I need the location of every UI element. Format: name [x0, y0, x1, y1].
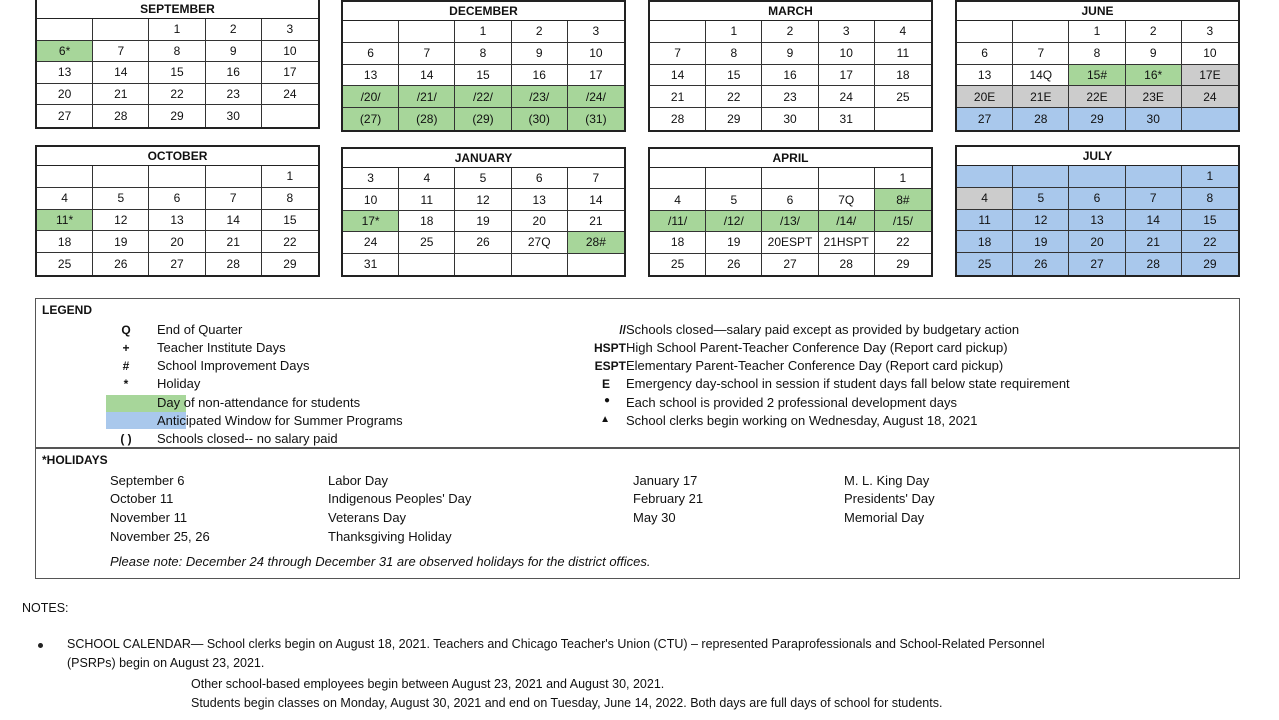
- day-cell: 22: [875, 232, 931, 253]
- holidays-title: *HOLIDAYS: [42, 453, 108, 467]
- day-cell: 6: [512, 168, 568, 189]
- day-cell: 25: [37, 253, 93, 275]
- day-cell: 12: [455, 189, 511, 210]
- holidays-note: Please note: December 24 through December 31 are observed holidays for the district offices.: [110, 554, 651, 569]
- day-cell: 26: [93, 253, 149, 275]
- day-cell: 15: [706, 65, 762, 87]
- day-cell: 28: [1126, 253, 1182, 275]
- day-cell: 10: [262, 41, 318, 63]
- legend-text-end-of-quarter: End of Quarter: [157, 322, 243, 337]
- day-cell: 4: [37, 188, 93, 210]
- day-cell: 3: [819, 21, 875, 43]
- day-cell: 24: [819, 86, 875, 108]
- day-grid: [957, 21, 1238, 130]
- day-cell: 7: [568, 168, 624, 189]
- day-cell: 29: [283, 257, 297, 272]
- day-cell: 7: [1013, 43, 1069, 65]
- day-cell: [93, 19, 149, 41]
- day-cell: 24: [262, 84, 318, 106]
- day-grid: [957, 166, 1238, 275]
- day-cell: /15/: [875, 211, 931, 232]
- day-cell: 29: [149, 105, 205, 127]
- day-cell: 18: [37, 231, 93, 253]
- day-cell: 7: [399, 43, 455, 65]
- day-cell: 4: [875, 21, 931, 43]
- day-cell: 31: [343, 254, 399, 275]
- day-cell: 2: [512, 21, 568, 43]
- day-cell: 6: [149, 188, 205, 210]
- day-cell: [762, 168, 818, 189]
- day-cell: 5: [455, 168, 511, 189]
- day-cell: 30: [1126, 108, 1182, 130]
- day-cell: 4: [399, 168, 455, 189]
- legend-text-closed-salary: Schools closed—salary paid except as provided by budgetary action: [626, 322, 1020, 337]
- legend-text-closed-no-salary: Schools closed-- no salary paid: [157, 431, 338, 446]
- day-cell: /13/: [762, 211, 818, 232]
- day-cell: 9: [1126, 43, 1182, 65]
- day-cell: 17: [262, 62, 318, 84]
- day-cell: 1: [455, 21, 511, 43]
- day-cell: 19: [706, 232, 762, 253]
- day-cell: 1: [875, 168, 931, 189]
- day-cell: 31: [819, 108, 875, 130]
- day-cell: 1: [262, 166, 318, 188]
- legend-text-emergency: Emergency day-school in session if student days fall below state requirement: [626, 376, 1070, 391]
- day-cell: 6: [1069, 188, 1125, 210]
- holiday-name: Memorial Day: [844, 510, 925, 525]
- day-cell: 19: [1013, 231, 1069, 253]
- holiday-name: Indigenous Peoples' Day: [328, 491, 472, 506]
- day-cell: [957, 166, 1013, 188]
- day-cell: /24/: [568, 86, 624, 108]
- holiday-name: Presidents' Day: [844, 491, 935, 506]
- legend-symbol-plus: +: [122, 341, 130, 355]
- day-cell: 21HSPT: [819, 232, 875, 253]
- day-cell: 16*: [1126, 65, 1182, 87]
- day-cell: 27: [762, 254, 818, 275]
- day-cell: 2: [206, 19, 262, 41]
- day-cell: 14: [206, 210, 262, 232]
- notes-line-3: Other school-based employees begin between August 23, 2021 and August 30, 2021.: [191, 677, 665, 691]
- day-cell: 10: [343, 189, 399, 210]
- holiday-date: November 11: [110, 510, 188, 525]
- day-cell: 5: [706, 189, 762, 210]
- notes-title: NOTES:: [22, 601, 69, 615]
- day-cell: 6: [343, 43, 399, 65]
- calendar-june: [955, 0, 1240, 132]
- day-cell: [37, 166, 93, 188]
- day-cell: 28: [650, 108, 706, 130]
- day-cell: 28: [1013, 108, 1069, 130]
- holiday-date: January 17: [633, 473, 698, 488]
- day-cell: 7: [1126, 188, 1182, 210]
- day-cell: /14/: [819, 211, 875, 232]
- day-cell: 13: [149, 210, 205, 232]
- calendar-december: [341, 0, 626, 132]
- day-cell: 27: [37, 105, 93, 127]
- day-cell: 28: [206, 253, 262, 275]
- legend-text-non-attendance: Day of non-attendance for students: [157, 395, 361, 410]
- day-cell: [399, 21, 455, 43]
- day-cell: 29: [1182, 253, 1238, 275]
- calendar-march: [648, 0, 933, 132]
- day-cell: 16: [206, 62, 262, 84]
- day-cell: 25: [875, 86, 931, 108]
- legend-text-institute: Teacher Institute Days: [157, 340, 286, 355]
- day-cell: 10: [1182, 43, 1238, 65]
- holiday-date: November 25, 26: [110, 529, 210, 544]
- day-cell: 27: [1069, 253, 1125, 275]
- day-cell: 27Q: [512, 232, 568, 253]
- holiday-name: Labor Day: [328, 473, 388, 488]
- day-cell: [149, 166, 205, 188]
- holiday-date: October 11: [110, 491, 174, 506]
- day-cell: 28#: [568, 232, 624, 253]
- day-cell: 14Q: [1013, 65, 1069, 87]
- day-cell: 16: [512, 65, 568, 87]
- day-cell: 14: [93, 62, 149, 84]
- day-cell: 8: [455, 43, 511, 65]
- legend-symbol-dot: ●: [603, 395, 610, 406]
- day-cell: 21: [650, 86, 706, 108]
- day-cell: [875, 108, 931, 130]
- day-cell: 23: [762, 86, 818, 108]
- day-cell: [343, 21, 399, 43]
- day-cell: 12: [1013, 210, 1069, 232]
- day-cell: 14: [1126, 210, 1182, 232]
- day-cell: 1: [1069, 21, 1125, 43]
- day-grid: [650, 168, 931, 275]
- day-cell: 14: [399, 65, 455, 87]
- month-title: DECEMBER: [343, 2, 624, 21]
- day-cell: 2: [1126, 21, 1182, 43]
- day-cell: 3: [1182, 21, 1238, 43]
- day-cell: 11*: [37, 210, 93, 232]
- day-cell: 4: [957, 188, 1013, 210]
- day-cell: 5: [1013, 188, 1069, 210]
- day-cell: 8: [149, 41, 205, 63]
- day-cell: (27): [343, 108, 399, 130]
- month-title: APRIL: [650, 149, 931, 168]
- day-cell: 26: [706, 254, 762, 275]
- calendar-september: [35, 0, 320, 129]
- day-cell: 20: [512, 211, 568, 232]
- day-cell: 11: [957, 210, 1013, 232]
- day-cell: 17: [568, 65, 624, 87]
- legend-text-pd-days: Each school is provided 2 professional development days: [626, 395, 957, 410]
- day-cell: [37, 19, 93, 41]
- day-cell: 8: [706, 43, 762, 65]
- legend-text-summer: Anticipated Window for Summer Programs: [157, 413, 403, 428]
- day-cell: 23: [206, 84, 262, 106]
- month-title: OCTOBER: [37, 147, 318, 166]
- day-cell: [819, 168, 875, 189]
- day-cell: 18: [399, 211, 455, 232]
- day-cell: 22: [706, 86, 762, 108]
- day-cell: 13: [1069, 210, 1125, 232]
- day-cell: 25: [650, 254, 706, 275]
- day-cell: 5: [93, 188, 149, 210]
- day-cell: 13: [37, 62, 93, 84]
- month-title: JUNE: [957, 2, 1238, 21]
- holiday-name: Thanksgiving Holiday: [328, 529, 452, 544]
- legend-symbol-paren: ( ): [120, 432, 132, 446]
- day-cell: [1069, 166, 1125, 188]
- day-cell: 17*: [343, 211, 399, 232]
- legend-text-improvement: School Improvement Days: [157, 358, 310, 373]
- day-cell: /23/: [512, 86, 568, 108]
- day-cell: 10: [568, 43, 624, 65]
- legend-box: [35, 298, 1240, 448]
- day-grid: [343, 21, 624, 130]
- day-grid: [343, 168, 624, 275]
- notes-bullet: [38, 643, 43, 648]
- day-cell: [650, 168, 706, 189]
- day-cell: 1: [149, 19, 205, 41]
- legend-text-espt: Elementary Parent-Teacher Conference Day (Report card pickup): [626, 358, 1004, 373]
- day-cell: 20ESPT: [762, 232, 818, 253]
- day-cell: 15: [455, 65, 511, 87]
- day-cell: 21: [93, 84, 149, 106]
- day-cell: 7: [650, 43, 706, 65]
- day-cell: 3: [343, 168, 399, 189]
- day-cell: 29: [896, 257, 910, 272]
- day-cell: 29: [1069, 108, 1125, 130]
- day-cell: 9: [206, 41, 262, 63]
- day-cell: 4: [650, 189, 706, 210]
- holiday-date: September 6: [110, 473, 185, 488]
- day-cell: 20: [37, 84, 93, 106]
- day-cell: 6*: [37, 41, 93, 63]
- holiday-name: Veterans Day: [328, 510, 407, 525]
- day-cell: 7: [93, 41, 149, 63]
- day-cell: 27: [149, 253, 205, 275]
- legend-text-hspt: High School Parent-Teacher Conference Day (Report card pickup): [626, 340, 1008, 355]
- day-cell: 22: [262, 231, 318, 253]
- day-cell: 22: [149, 84, 205, 106]
- legend-symbol-star: *: [123, 377, 129, 391]
- day-cell: 23E: [1126, 86, 1182, 108]
- day-cell: 28: [93, 105, 149, 127]
- day-cell: 30: [762, 108, 818, 130]
- legend-symbol-slash: //: [619, 323, 626, 337]
- day-cell: (31): [568, 108, 624, 130]
- day-cell: 16: [762, 65, 818, 87]
- day-cell: [1182, 108, 1238, 130]
- legend-symbol-hash: #: [122, 359, 130, 373]
- day-cell: 15: [149, 62, 205, 84]
- day-cell: 1: [1182, 166, 1238, 188]
- day-cell: 8: [1069, 43, 1125, 65]
- day-cell: [512, 254, 568, 275]
- day-cell: 8#: [875, 189, 931, 210]
- day-cell: 30: [206, 105, 262, 127]
- day-cell: [262, 105, 318, 127]
- day-cell: 29: [706, 108, 762, 130]
- day-cell: 3: [568, 21, 624, 43]
- day-cell: 21: [568, 211, 624, 232]
- day-cell: (29): [455, 108, 511, 130]
- day-cell: 21: [206, 231, 262, 253]
- day-cell: /21/: [399, 86, 455, 108]
- calendar-october: [35, 145, 320, 277]
- day-cell: 14: [650, 65, 706, 87]
- notes-line-1: SCHOOL CALENDAR— School clerks begin on August 18, 2021. Teachers and Chicago Teacher's Union (CTU) – represented Paraprofessionals and School-Related Personnel: [67, 637, 1045, 651]
- day-cell: 2: [762, 21, 818, 43]
- day-cell: 14: [568, 189, 624, 210]
- month-title: JANUARY: [343, 149, 624, 168]
- day-cell: 19: [93, 231, 149, 253]
- day-cell: 19: [455, 211, 511, 232]
- calendar-april: [648, 147, 933, 277]
- day-cell: [93, 166, 149, 188]
- day-cell: 3: [262, 19, 318, 41]
- day-cell: [568, 254, 624, 275]
- day-cell: 26: [455, 232, 511, 253]
- day-cell: 12: [93, 210, 149, 232]
- day-cell: 15: [262, 210, 318, 232]
- day-cell: 20: [1069, 231, 1125, 253]
- day-cell: 9: [762, 43, 818, 65]
- calendar-july: [955, 145, 1240, 277]
- day-cell: [455, 254, 511, 275]
- notes-line-4: Students begin classes on Monday, August 30, 2021 and end on Tuesday, June 14, 2022. Both days are full days of school for students.: [191, 696, 943, 710]
- day-cell: 24: [1182, 86, 1238, 108]
- day-cell: 17E: [1182, 65, 1238, 87]
- day-cell: 6: [762, 189, 818, 210]
- legend-symbol-espt: ESPT: [594, 359, 626, 373]
- day-cell: 25: [957, 253, 1013, 275]
- day-cell: [1126, 166, 1182, 188]
- day-grid: [37, 19, 318, 127]
- day-cell: [957, 21, 1013, 43]
- day-cell: [1013, 166, 1069, 188]
- day-cell: [1013, 21, 1069, 43]
- legend-symbol-triangle: ▲: [600, 414, 610, 425]
- day-cell: 7Q: [819, 189, 875, 210]
- day-cell: 22E: [1069, 86, 1125, 108]
- legend-symbol-q: Q: [121, 323, 131, 337]
- day-cell: (28): [399, 108, 455, 130]
- day-cell: [206, 166, 262, 188]
- day-cell: /12/: [706, 211, 762, 232]
- day-cell: /11/: [650, 211, 706, 232]
- legend-title: LEGEND: [42, 303, 93, 317]
- day-cell: 20E: [957, 86, 1013, 108]
- holiday-date: May 30: [633, 510, 676, 525]
- holidays-box: [35, 448, 1240, 579]
- day-cell: 24: [343, 232, 399, 253]
- day-cell: 15#: [1069, 65, 1125, 87]
- day-cell: /20/: [343, 86, 399, 108]
- day-cell: 18: [957, 231, 1013, 253]
- day-cell: 21: [1126, 231, 1182, 253]
- day-cell: 21E: [1013, 86, 1069, 108]
- month-title: MARCH: [650, 2, 931, 21]
- day-cell: 11: [399, 189, 455, 210]
- day-cell: 9: [512, 43, 568, 65]
- day-grid: [650, 21, 931, 130]
- holiday-name: M. L. King Day: [844, 473, 930, 488]
- day-cell: (30): [512, 108, 568, 130]
- day-cell: 17: [819, 65, 875, 87]
- day-cell: 11: [875, 43, 931, 65]
- day-cell: 8: [262, 188, 318, 210]
- day-cell: 13: [512, 189, 568, 210]
- day-cell: [399, 254, 455, 275]
- day-cell: 13: [343, 65, 399, 87]
- day-cell: 27: [957, 108, 1013, 130]
- legend-symbol-e: E: [601, 377, 610, 391]
- day-cell: 15: [1182, 210, 1238, 232]
- notes-line-2: (PSRPs) begin on August 23, 2021.: [67, 656, 265, 670]
- legend-symbol-hspt: HSPT: [593, 341, 626, 355]
- holiday-date: February 21: [633, 491, 704, 506]
- legend-text-clerks: School clerks begin working on Wednesday, August 18, 2021: [626, 413, 978, 428]
- day-cell: /22/: [455, 86, 511, 108]
- day-cell: 10: [819, 43, 875, 65]
- day-grid: [37, 166, 318, 275]
- calendar-january: [341, 147, 626, 277]
- day-cell: 8: [1182, 188, 1238, 210]
- day-cell: [650, 21, 706, 43]
- month-title: SEPTEMBER: [37, 0, 318, 19]
- day-cell: 20: [149, 231, 205, 253]
- day-cell: [706, 168, 762, 189]
- day-cell: 18: [650, 232, 706, 253]
- day-cell: 6: [957, 43, 1013, 65]
- day-cell: 22: [1182, 231, 1238, 253]
- day-cell: 25: [399, 232, 455, 253]
- day-cell: 1: [706, 21, 762, 43]
- day-cell: 13: [957, 65, 1013, 87]
- day-cell: 18: [875, 65, 931, 87]
- legend-text-holiday: Holiday: [157, 376, 201, 391]
- day-cell: 7: [206, 188, 262, 210]
- day-cell: 26: [1013, 253, 1069, 275]
- day-cell: 28: [819, 254, 875, 275]
- month-title: JULY: [957, 147, 1238, 166]
